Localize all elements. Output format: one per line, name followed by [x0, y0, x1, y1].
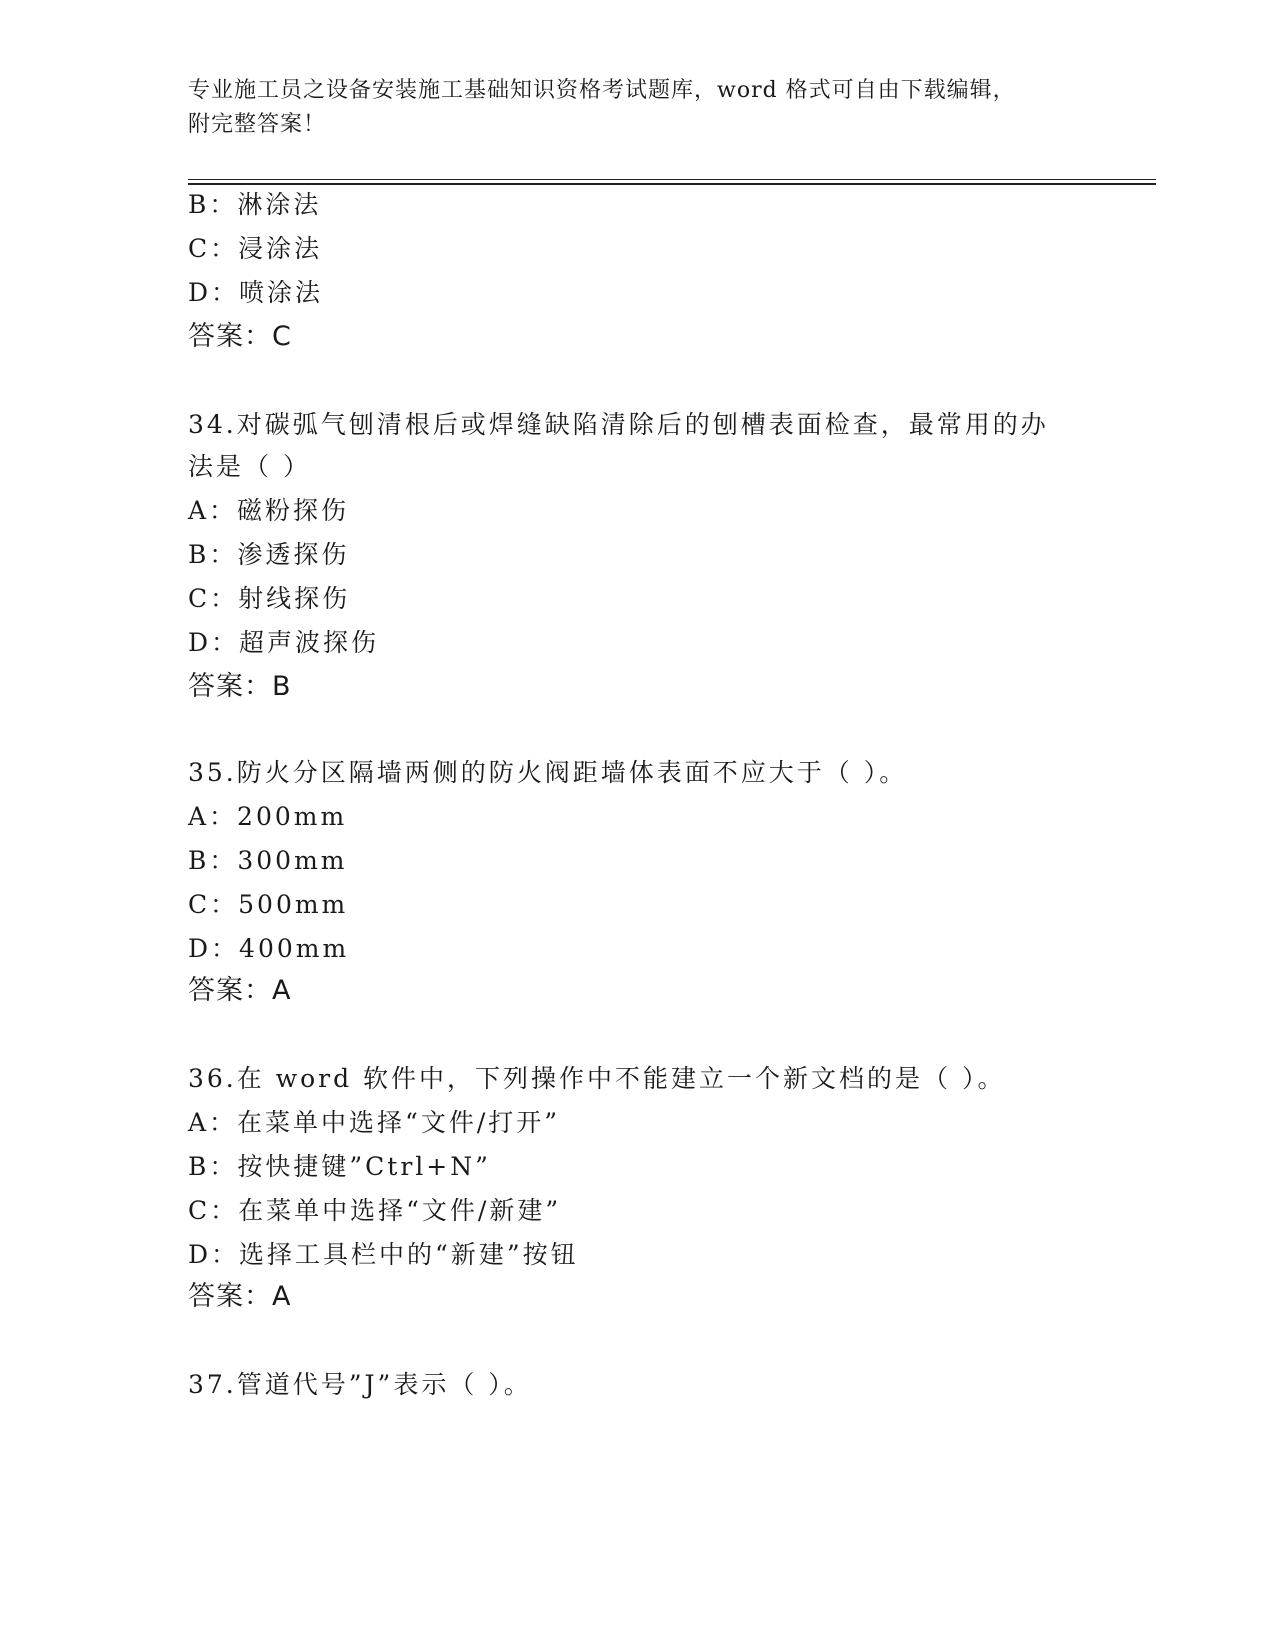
q35-option-c: C：500mm — [188, 890, 349, 919]
q34-option-c: C：射线探伤 — [188, 584, 351, 613]
header-rule-thick — [188, 183, 1156, 185]
q36-option-a: A：在菜单中选择“文件/打开” — [188, 1108, 561, 1137]
header-line-1: 专业施工员之设备安装施工基础知识资格考试题库，word 格式可自由下载编辑， — [188, 78, 1016, 103]
q35-option-b: B：300mm — [188, 846, 348, 875]
q33-option-d: D：喷涂法 — [188, 278, 324, 307]
q36-option-b: B：按快捷键”Ctrl+N” — [188, 1152, 491, 1181]
q37-stem: 37.管道代号”J”表示（ ）。 — [188, 1370, 532, 1399]
header-rule-thin — [188, 179, 1156, 180]
q34-stem-line-1: 34.对碳弧气刨清根后或焊缝缺陷清除后的刨槽表面检查，最常用的办 — [188, 410, 1049, 439]
q35-stem: 35.防火分区隔墙两侧的防火阀距墙体表面不应大于（ ）。 — [188, 758, 908, 787]
q36-answer: 答案：A — [188, 1281, 292, 1312]
q34-answer: 答案：B — [188, 671, 292, 702]
q35-option-d: D：400mm — [188, 934, 350, 963]
q34-option-d: D：超声波探伤 — [188, 628, 380, 657]
q36-option-c: C：在菜单中选择“文件/新建” — [188, 1196, 562, 1225]
q34-stem-line-2: 法是（ ） — [188, 452, 311, 481]
q35-answer: 答案：A — [188, 975, 292, 1006]
q33-option-b: B：淋涂法 — [188, 190, 322, 219]
q36-stem: 36.在 word 软件中，下列操作中不能建立一个新文档的是（ ）。 — [188, 1064, 1006, 1093]
document-header — [188, 74, 1088, 142]
q33-answer: 答案：C — [188, 321, 292, 352]
q34-option-b: B：渗透探伤 — [188, 540, 350, 569]
q34-option-a: A：磁粉探伤 — [188, 496, 350, 525]
q33-option-c: C：浸涂法 — [188, 234, 323, 263]
q36-option-d: D：选择工具栏中的“新建”按钮 — [188, 1240, 579, 1269]
header-line-2: 附完整答案！ — [188, 112, 327, 137]
q35-option-a: A：200mm — [188, 802, 348, 831]
